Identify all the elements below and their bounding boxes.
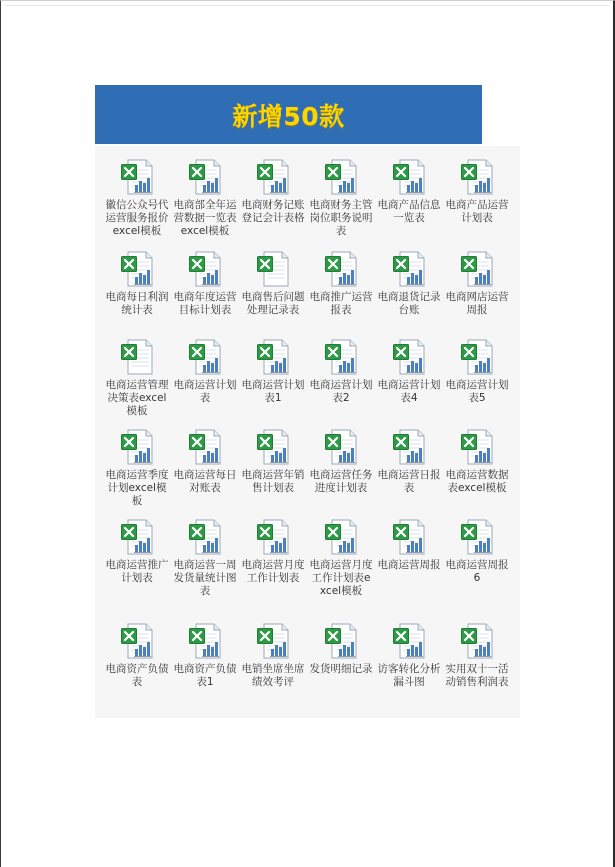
file-name-label[interactable]: 电商运营年销售计划表 xyxy=(241,469,305,494)
file-name-label[interactable]: 电商运营每日对账表 xyxy=(173,469,237,494)
file-item[interactable] xyxy=(307,514,375,618)
excel-file-icon[interactable] xyxy=(119,338,155,376)
file-item[interactable] xyxy=(171,514,239,618)
excel-file-icon[interactable] xyxy=(255,250,291,288)
excel-file-icon[interactable] xyxy=(119,158,155,196)
file-item[interactable] xyxy=(239,334,307,424)
file-item[interactable] xyxy=(103,424,171,514)
excel-file-icon[interactable] xyxy=(323,518,359,556)
file-grid xyxy=(103,154,513,700)
excel-file-icon[interactable] xyxy=(119,250,155,288)
file-name-label[interactable]: 电商退货记录台账 xyxy=(377,291,441,316)
file-name-label[interactable]: 电商部全年运营数据一览表excel模板 xyxy=(173,199,237,237)
file-item[interactable] xyxy=(171,154,239,246)
file-item[interactable] xyxy=(239,618,307,700)
file-item[interactable] xyxy=(239,154,307,246)
file-item[interactable] xyxy=(375,246,443,334)
file-name-label[interactable]: 电商运营数据表excel模板 xyxy=(445,469,509,494)
file-item[interactable] xyxy=(443,246,511,334)
excel-file-icon[interactable] xyxy=(391,158,427,196)
file-name-label[interactable]: 电商运营任务进度计划表 xyxy=(309,469,373,494)
file-item[interactable] xyxy=(375,334,443,424)
file-name-label[interactable]: 徽信公众号代运营服务报价excel模板 xyxy=(105,199,169,237)
excel-file-icon[interactable] xyxy=(255,338,291,376)
file-name-label[interactable]: 电商年度运营目标计划表 xyxy=(173,291,237,316)
file-name-label[interactable]: 电商资产负债表1 xyxy=(173,663,237,688)
file-item[interactable] xyxy=(171,618,239,700)
excel-file-icon[interactable] xyxy=(187,622,223,660)
excel-file-icon[interactable] xyxy=(323,622,359,660)
excel-file-icon[interactable] xyxy=(459,518,495,556)
excel-file-icon[interactable] xyxy=(119,518,155,556)
file-item[interactable] xyxy=(443,514,511,618)
file-item[interactable] xyxy=(443,424,511,514)
excel-file-icon[interactable] xyxy=(255,518,291,556)
file-item[interactable] xyxy=(307,334,375,424)
file-name-label[interactable]: 电商资产负债表 xyxy=(105,663,169,688)
excel-file-icon[interactable] xyxy=(119,428,155,466)
excel-file-icon[interactable] xyxy=(459,428,495,466)
file-item[interactable] xyxy=(239,246,307,334)
file-name-label[interactable]: 电商运营周报6 xyxy=(445,559,509,584)
file-item[interactable] xyxy=(103,514,171,618)
file-item[interactable] xyxy=(375,618,443,700)
file-item[interactable] xyxy=(103,154,171,246)
excel-file-icon[interactable] xyxy=(187,518,223,556)
excel-file-icon[interactable] xyxy=(391,622,427,660)
file-name-label[interactable]: 电商运营月度工作计划表 xyxy=(241,559,305,584)
excel-file-icon[interactable] xyxy=(391,518,427,556)
title-banner xyxy=(95,85,482,144)
excel-file-icon[interactable] xyxy=(459,622,495,660)
excel-file-icon[interactable] xyxy=(255,622,291,660)
file-name-label[interactable]: 电商运营计划表2 xyxy=(309,379,373,404)
file-item[interactable] xyxy=(171,424,239,514)
file-item[interactable] xyxy=(375,424,443,514)
excel-file-icon[interactable] xyxy=(459,158,495,196)
file-name-label[interactable]: 电商运营计划表4 xyxy=(377,379,441,404)
file-name-label[interactable]: 电商每日利润统计表 xyxy=(105,291,169,316)
file-item[interactable] xyxy=(307,154,375,246)
file-name-label[interactable]: 电商产品运营计划表 xyxy=(445,199,509,224)
file-item[interactable] xyxy=(443,618,511,700)
excel-file-icon[interactable] xyxy=(459,250,495,288)
excel-file-icon[interactable] xyxy=(255,158,291,196)
file-item[interactable] xyxy=(103,618,171,700)
excel-file-icon[interactable] xyxy=(323,428,359,466)
file-name-label[interactable]: 电商运营周报 xyxy=(377,559,441,571)
excel-file-icon[interactable] xyxy=(323,250,359,288)
excel-file-icon[interactable] xyxy=(255,428,291,466)
file-name-label[interactable]: 电商运营月度工作计划表excel模板 xyxy=(309,559,373,597)
excel-file-icon[interactable] xyxy=(323,158,359,196)
excel-file-icon[interactable] xyxy=(187,250,223,288)
excel-file-icon[interactable] xyxy=(459,338,495,376)
file-item[interactable] xyxy=(171,334,239,424)
file-item[interactable] xyxy=(307,424,375,514)
excel-file-icon[interactable] xyxy=(391,428,427,466)
excel-file-icon[interactable] xyxy=(187,158,223,196)
file-name-label[interactable]: 电商运营计划表5 xyxy=(445,379,509,404)
file-name-label[interactable]: 实用双十一活动销售利润表 xyxy=(445,663,509,688)
file-name-label[interactable]: 电商网店运营周报 xyxy=(445,291,509,316)
file-name-label[interactable]: 电商运营推广计划表 xyxy=(105,559,169,584)
excel-file-icon[interactable] xyxy=(187,338,223,376)
file-item[interactable] xyxy=(307,618,375,700)
file-name-label[interactable]: 电商运营管理决策表excel模板 xyxy=(105,379,169,417)
file-item[interactable] xyxy=(443,334,511,424)
file-name-label[interactable]: 电商财务主管岗位职务说明表 xyxy=(309,199,373,237)
file-item[interactable] xyxy=(103,334,171,424)
file-name-label[interactable]: 电商售后问题处理记录表 xyxy=(241,291,305,316)
file-item[interactable] xyxy=(375,154,443,246)
file-name-label[interactable]: 电商推广运营报表 xyxy=(309,291,373,316)
file-name-label[interactable]: 电销坐席坐席绩效考评 xyxy=(241,663,305,688)
file-name-label[interactable]: 电商运营计划表 xyxy=(173,379,237,404)
file-item[interactable] xyxy=(239,514,307,618)
excel-file-icon[interactable] xyxy=(187,428,223,466)
excel-file-icon[interactable] xyxy=(391,338,427,376)
file-name-label[interactable]: 访客转化分析漏斗图 xyxy=(377,663,441,688)
file-name-label[interactable]: 电商财务记账登记会计表格 xyxy=(241,199,305,224)
file-name-label[interactable]: 电商运营季度计划excel模板 xyxy=(105,469,169,507)
file-name-label[interactable]: 电商运营计划表1 xyxy=(241,379,305,404)
excel-file-icon[interactable] xyxy=(391,250,427,288)
file-name-label[interactable]: 电商运营日报表 xyxy=(377,469,441,494)
file-name-label[interactable]: 发货明细记录 xyxy=(309,663,373,675)
excel-file-icon[interactable] xyxy=(119,622,155,660)
file-item[interactable] xyxy=(171,246,239,334)
file-item[interactable] xyxy=(443,154,511,246)
file-name-label[interactable]: 电商运营一周发货量统计图表 xyxy=(173,559,237,597)
file-name-label[interactable]: 电商产品信息一览表 xyxy=(377,199,441,224)
excel-file-icon[interactable] xyxy=(323,338,359,376)
file-item[interactable] xyxy=(239,424,307,514)
banner-title: 新增50款 xyxy=(232,101,345,131)
file-item[interactable] xyxy=(307,246,375,334)
file-item[interactable] xyxy=(375,514,443,618)
file-item[interactable] xyxy=(103,246,171,334)
